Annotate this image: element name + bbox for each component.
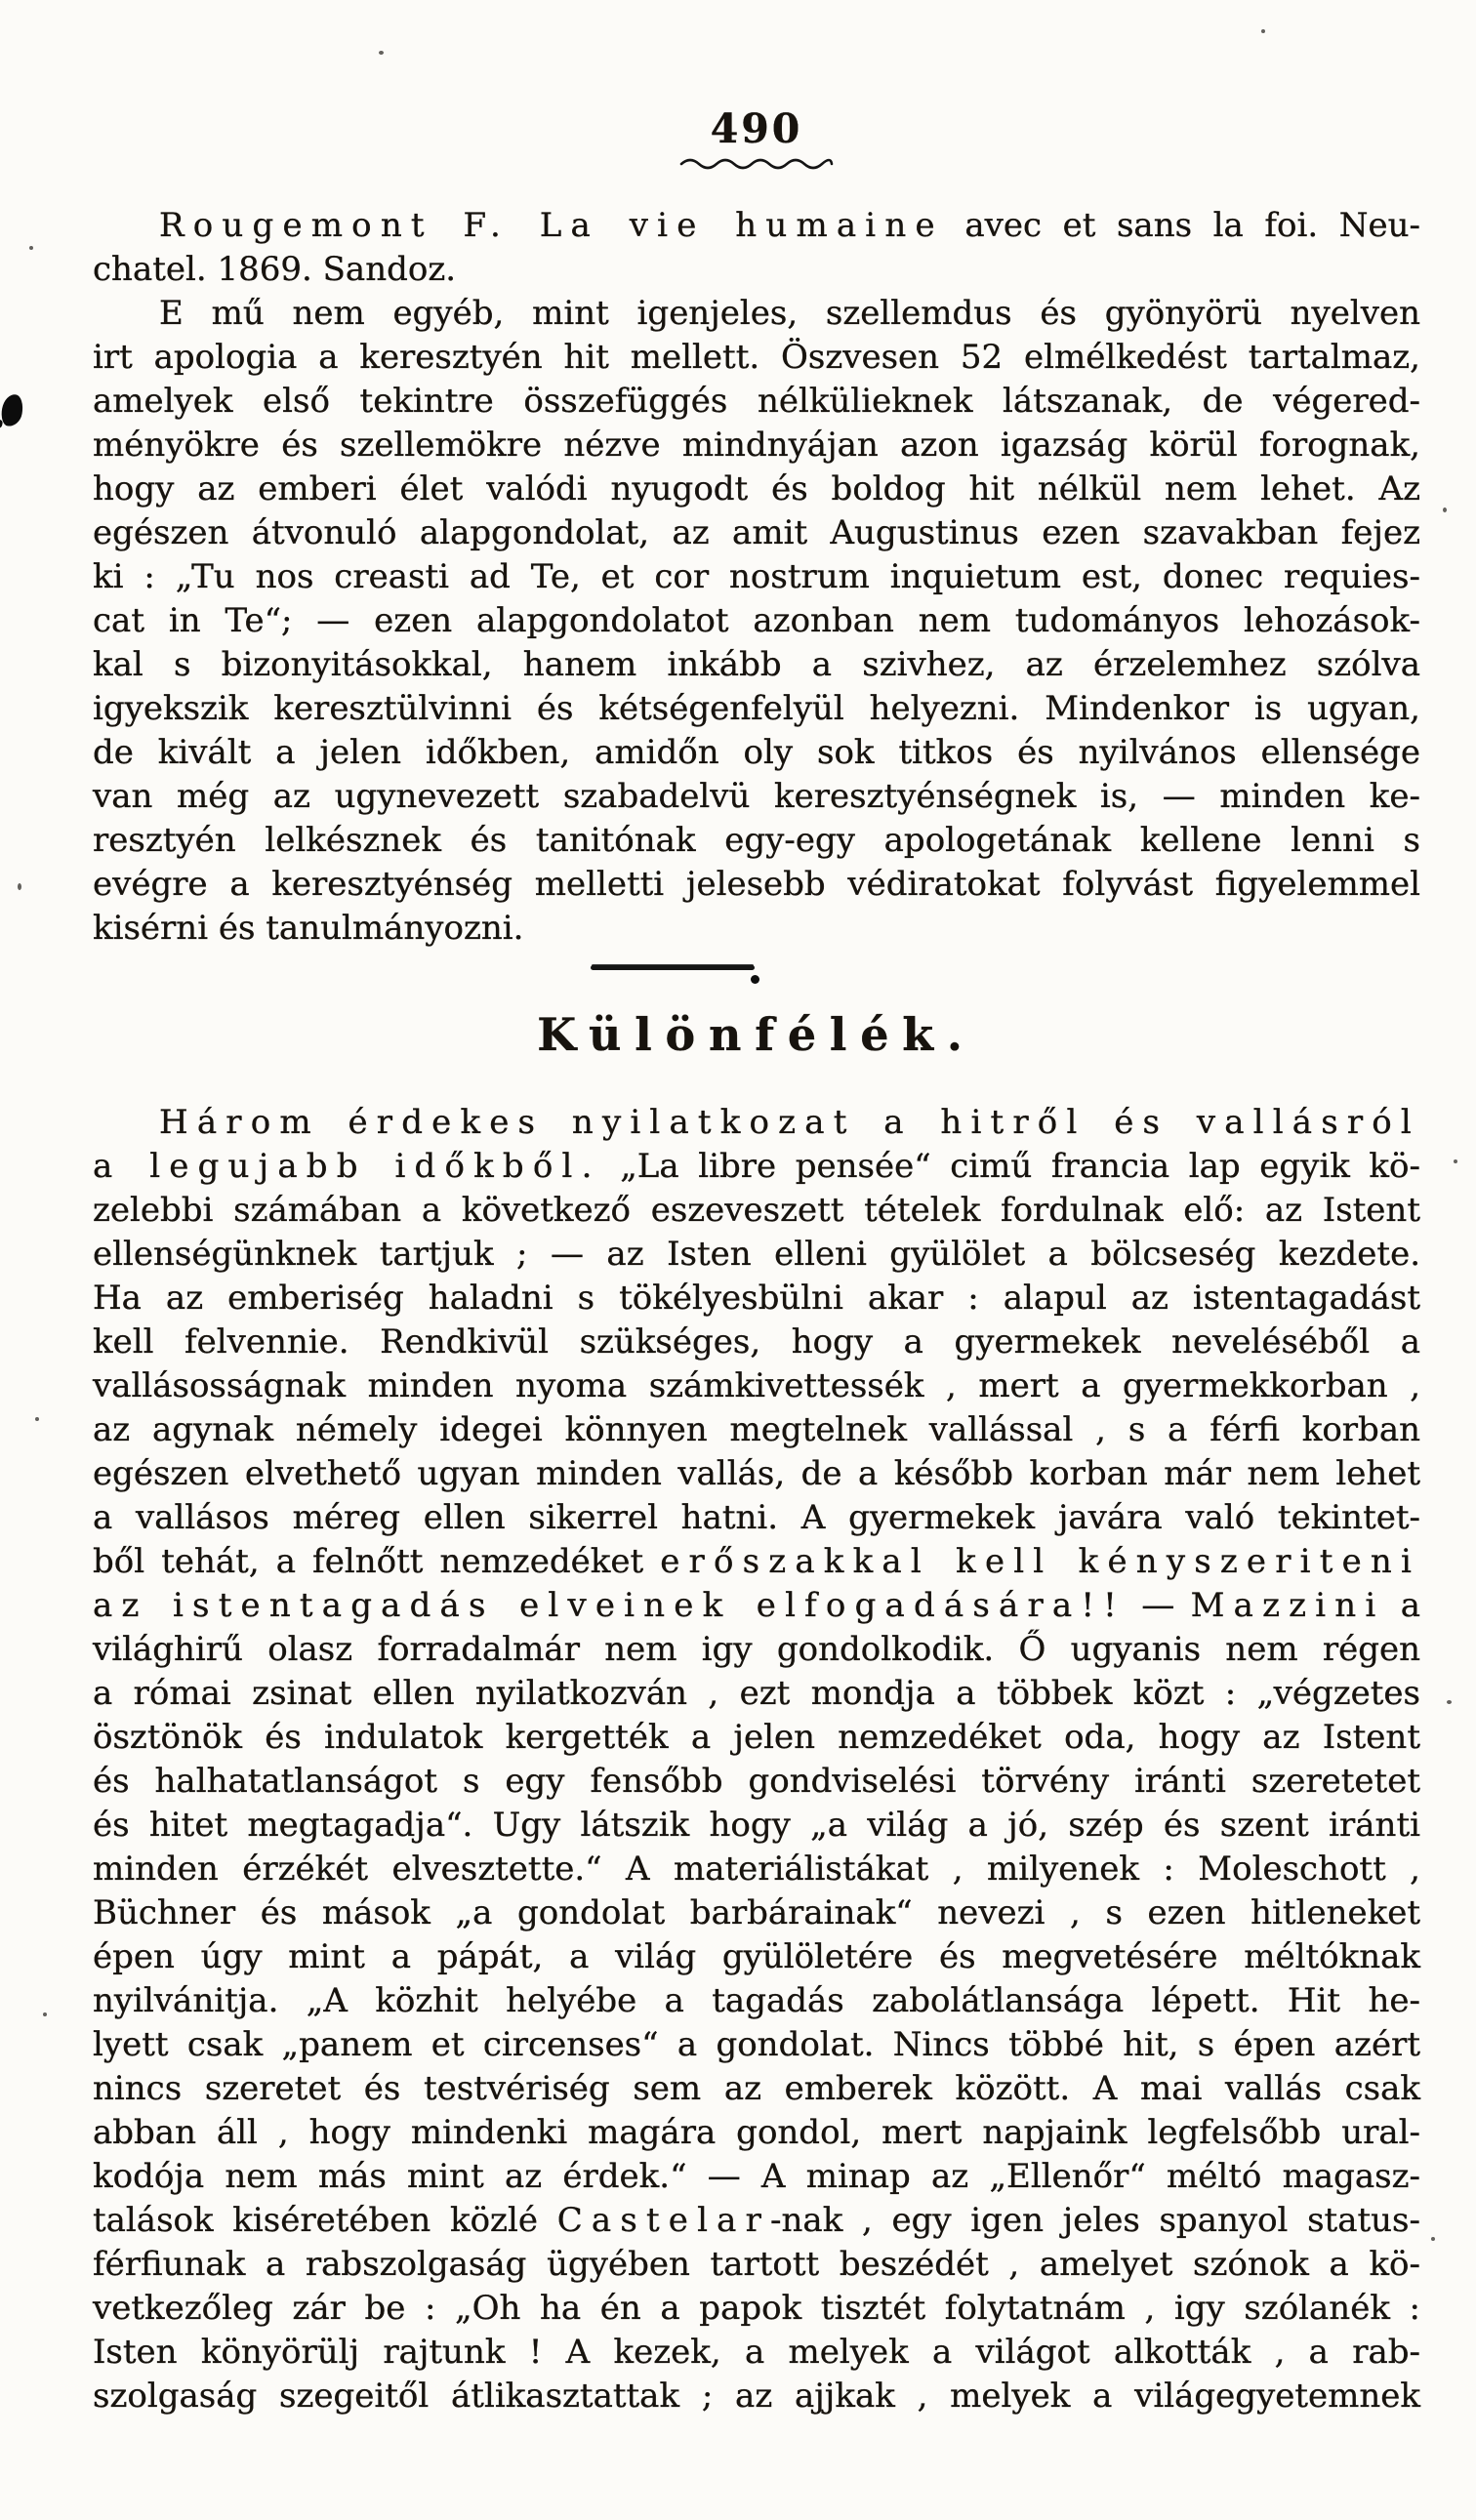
divider-rule bbox=[591, 965, 755, 970]
page-number: 490 bbox=[710, 105, 803, 152]
text-line: egészen átvonuló alapgondolat, az amit Augustinus ezen szavakban fejez bbox=[93, 513, 1420, 552]
text-run: „La libre pensée“ cimű francia lap egyik kö- bbox=[620, 1147, 1420, 1186]
spaced-run: erőszakkal kell kényszeriteni bbox=[660, 1542, 1420, 1581]
text-line: épen úgy mint a pápát, a világ gyülöletére és megvetésére méltóknak bbox=[93, 1937, 1420, 1976]
ink-speck bbox=[379, 51, 384, 55]
spaced-run: Mazzini bbox=[1190, 1586, 1385, 1625]
text-line: kodója nem más mint az érdek.“ — A minap az „Ellenőr“ méltó magasz- bbox=[93, 2157, 1420, 2196]
text-line: kisérni és tanulmányozni. bbox=[93, 909, 524, 948]
spaced-run: Castelar bbox=[556, 2201, 771, 2240]
page-header bbox=[93, 105, 1420, 171]
text-run: -nak , egy igen jeles spanyol status- bbox=[770, 2201, 1420, 2240]
text-line: Isten könyörülj rajtunk ! A kezek, a melyek a világot alkották , a rab- bbox=[93, 2333, 1420, 2372]
text-line bbox=[93, 1540, 1420, 1584]
ink-speck bbox=[43, 2012, 47, 2016]
ink-speck bbox=[1261, 29, 1265, 33]
text-line: világhirű olasz forradalmár nem igy gondolkodik. Ő ugyanis nem régen bbox=[93, 1630, 1420, 1669]
text-line: ösztönök és indulatok kergették a jelen nemzedéket oda, hogy az Istent bbox=[93, 1718, 1420, 1757]
text-run: a bbox=[1400, 1586, 1421, 1625]
section-divider bbox=[93, 960, 1420, 980]
text-line: egészen elvethető ugyan minden vallás, de a később korban már nem lehet bbox=[93, 1454, 1420, 1493]
text-line: irt apologia a keresztyén hit mellett. Öszvesen 52 elmélkedést tartalmaz, bbox=[93, 338, 1420, 377]
text-line: és halhatatlanságot s egy fensőbb gondviselési törvény iránti szeretetet bbox=[93, 1762, 1420, 1801]
text-line: a római zsinat ellen nyilatkozván , ezt mondja a többek közt : „végzetes bbox=[93, 1674, 1420, 1713]
text-line: kal s bizonyitásokkal, hanem inkább a szivhez, az érzelemhez szólva bbox=[93, 645, 1420, 684]
text-line bbox=[93, 2199, 1420, 2243]
citation-rest: avec et sans la foi. Neu- bbox=[964, 206, 1420, 245]
text-line: cat in Te“; — ezen alapgondolatot azonban nem tudományos lehozások- bbox=[93, 601, 1420, 640]
citation-paragraph bbox=[93, 204, 1420, 292]
em-dash: — bbox=[1141, 1586, 1175, 1625]
text-line: E mű nem egyéb, mint igenjeles, szellemdus és gyönyörü nyelven bbox=[159, 294, 1420, 333]
text-line bbox=[93, 1145, 1420, 1189]
text-line: ellenségünknek tartjuk ; — az Isten elleni gyülölet a bölcseség kezdete. bbox=[93, 1235, 1420, 1274]
text-line bbox=[93, 1101, 1420, 1145]
text-line: és hitet megtagadja“. Ugy látszik hogy „a világ a jó, szép és szent iránti bbox=[93, 1806, 1420, 1845]
misc-paragraph bbox=[93, 1101, 1420, 2418]
text-line: ményökre és szellemökre nézve mindnyájan azon igazság körül forognak, bbox=[93, 426, 1420, 465]
text-line: de kivált a jelen időkben, amidőn oly sok titkos és nyilvános ellensége bbox=[93, 733, 1420, 772]
ink-speck bbox=[18, 883, 21, 890]
text-line: igyekszik keresztülvinni és kétségenfelyül helyezni. Mindenkor is ugyan, bbox=[93, 689, 1420, 728]
spaced-run: a legujabb időkből. bbox=[93, 1147, 601, 1186]
text-line: Ha az emberiség haladni s tökélyesbülni akar : alapul az istentagadást bbox=[93, 1279, 1420, 1318]
text-line: hogy az emberi élet valódi nyugodt és boldog hit nélkül nem lehet. Az bbox=[93, 469, 1420, 508]
ink-speck bbox=[35, 1417, 39, 1421]
text-line: nincs szeretet és testvériség sem az emberek között. A mai vallás csak bbox=[93, 2069, 1420, 2108]
text-run: talások kiséretében közlé bbox=[93, 2201, 538, 2240]
text-line: resztyén lelkésznek és tanitónak egy-egy apologetának kellene lenni s bbox=[93, 821, 1420, 860]
text-line: nyilvánitja. „A közhit helyébe a tagadás zabolátlansága lépett. Hit he- bbox=[93, 1981, 1420, 2020]
text-line: férfiunak a rabszolgaság ügyében tartott beszédét , amelyet szónok a kö- bbox=[93, 2245, 1420, 2284]
text-line: lyett csak „panem et circenses“ a gondolat. Nincs többé hit, s épen azért bbox=[93, 2025, 1420, 2064]
ink-speck bbox=[1443, 508, 1447, 512]
text-line: Büchner és mások „a gondolat barbárainak“ nevezi , s ezen hitleneket bbox=[93, 1893, 1420, 1932]
text-run: ből tehát, a felnőtt nemzedéket bbox=[93, 1542, 644, 1581]
divider-dot bbox=[751, 975, 759, 984]
text-line: kell felvennie. Rendkivül szükséges, hogy a gyermekek neveléséből a bbox=[93, 1322, 1420, 1362]
text-line: vetkezőleg zár be : „Oh ha én a papok tisztét folytatnám , igy szólanék : bbox=[93, 2289, 1420, 2328]
spaced-run: az istentagadás elveinek elfogadására!! bbox=[93, 1586, 1127, 1625]
wavy-rule bbox=[679, 155, 834, 171]
ink-speck bbox=[29, 246, 33, 250]
ink-speck bbox=[1431, 2237, 1435, 2241]
ink-speck bbox=[1447, 1700, 1452, 1704]
citation-author-title: Rougemont F. La vie humaine bbox=[159, 206, 944, 245]
text-line: szolgaság szegeitől átlikasztattak ; az ajjkak , melyek a világegyetemnek bbox=[93, 2377, 1420, 2416]
text-line: zelebbi számában a következő eszeveszett tételek fordulnak elő: az Istent bbox=[93, 1191, 1420, 1230]
spaced-run: Három érdekes nyilatkozat a hitről és vallásról bbox=[159, 1103, 1420, 1142]
text-line: az agynak némely idegei könnyen megtelnek vallással , s a férfi korban bbox=[93, 1410, 1420, 1449]
review-paragraph bbox=[93, 292, 1420, 951]
text-line: a vallásos méreg ellen sikerrel hatni. A gyermekek javára való tekintet- bbox=[93, 1498, 1420, 1537]
text-line: van még az ugynevezett szabadelvü keresztyénségnek is, — minden ke- bbox=[93, 777, 1420, 816]
text-line: abban áll , hogy mindenki magára gondol, mert napjaink legfelsőbb ural- bbox=[93, 2113, 1420, 2152]
section-heading: Különfélék. bbox=[537, 1008, 976, 1061]
text-line: chatel. 1869. Sandoz. bbox=[93, 250, 457, 289]
text-line: minden érzékét elvesztette.“ A materiálistákat , milyenek : Moleschott , bbox=[93, 1849, 1420, 1889]
text-line: evégre a keresztyénség melletti jelesebb védiratokat folyvást figyelemmel bbox=[93, 865, 1420, 904]
ink-speck bbox=[1454, 1159, 1457, 1163]
text-line bbox=[93, 204, 1420, 248]
text-line: ki : „Tu nos creasti ad Te, et cor nostrum inquietum est, donec requies- bbox=[93, 557, 1420, 596]
text-line: vallásosságnak minden nyoma számkivettessék , mert a gyermekkorban , bbox=[93, 1366, 1420, 1405]
text-line bbox=[93, 1584, 1420, 1628]
text-line: amelyek első tekintre összefüggés nélkülieknek látszanak, de végered- bbox=[93, 382, 1420, 421]
